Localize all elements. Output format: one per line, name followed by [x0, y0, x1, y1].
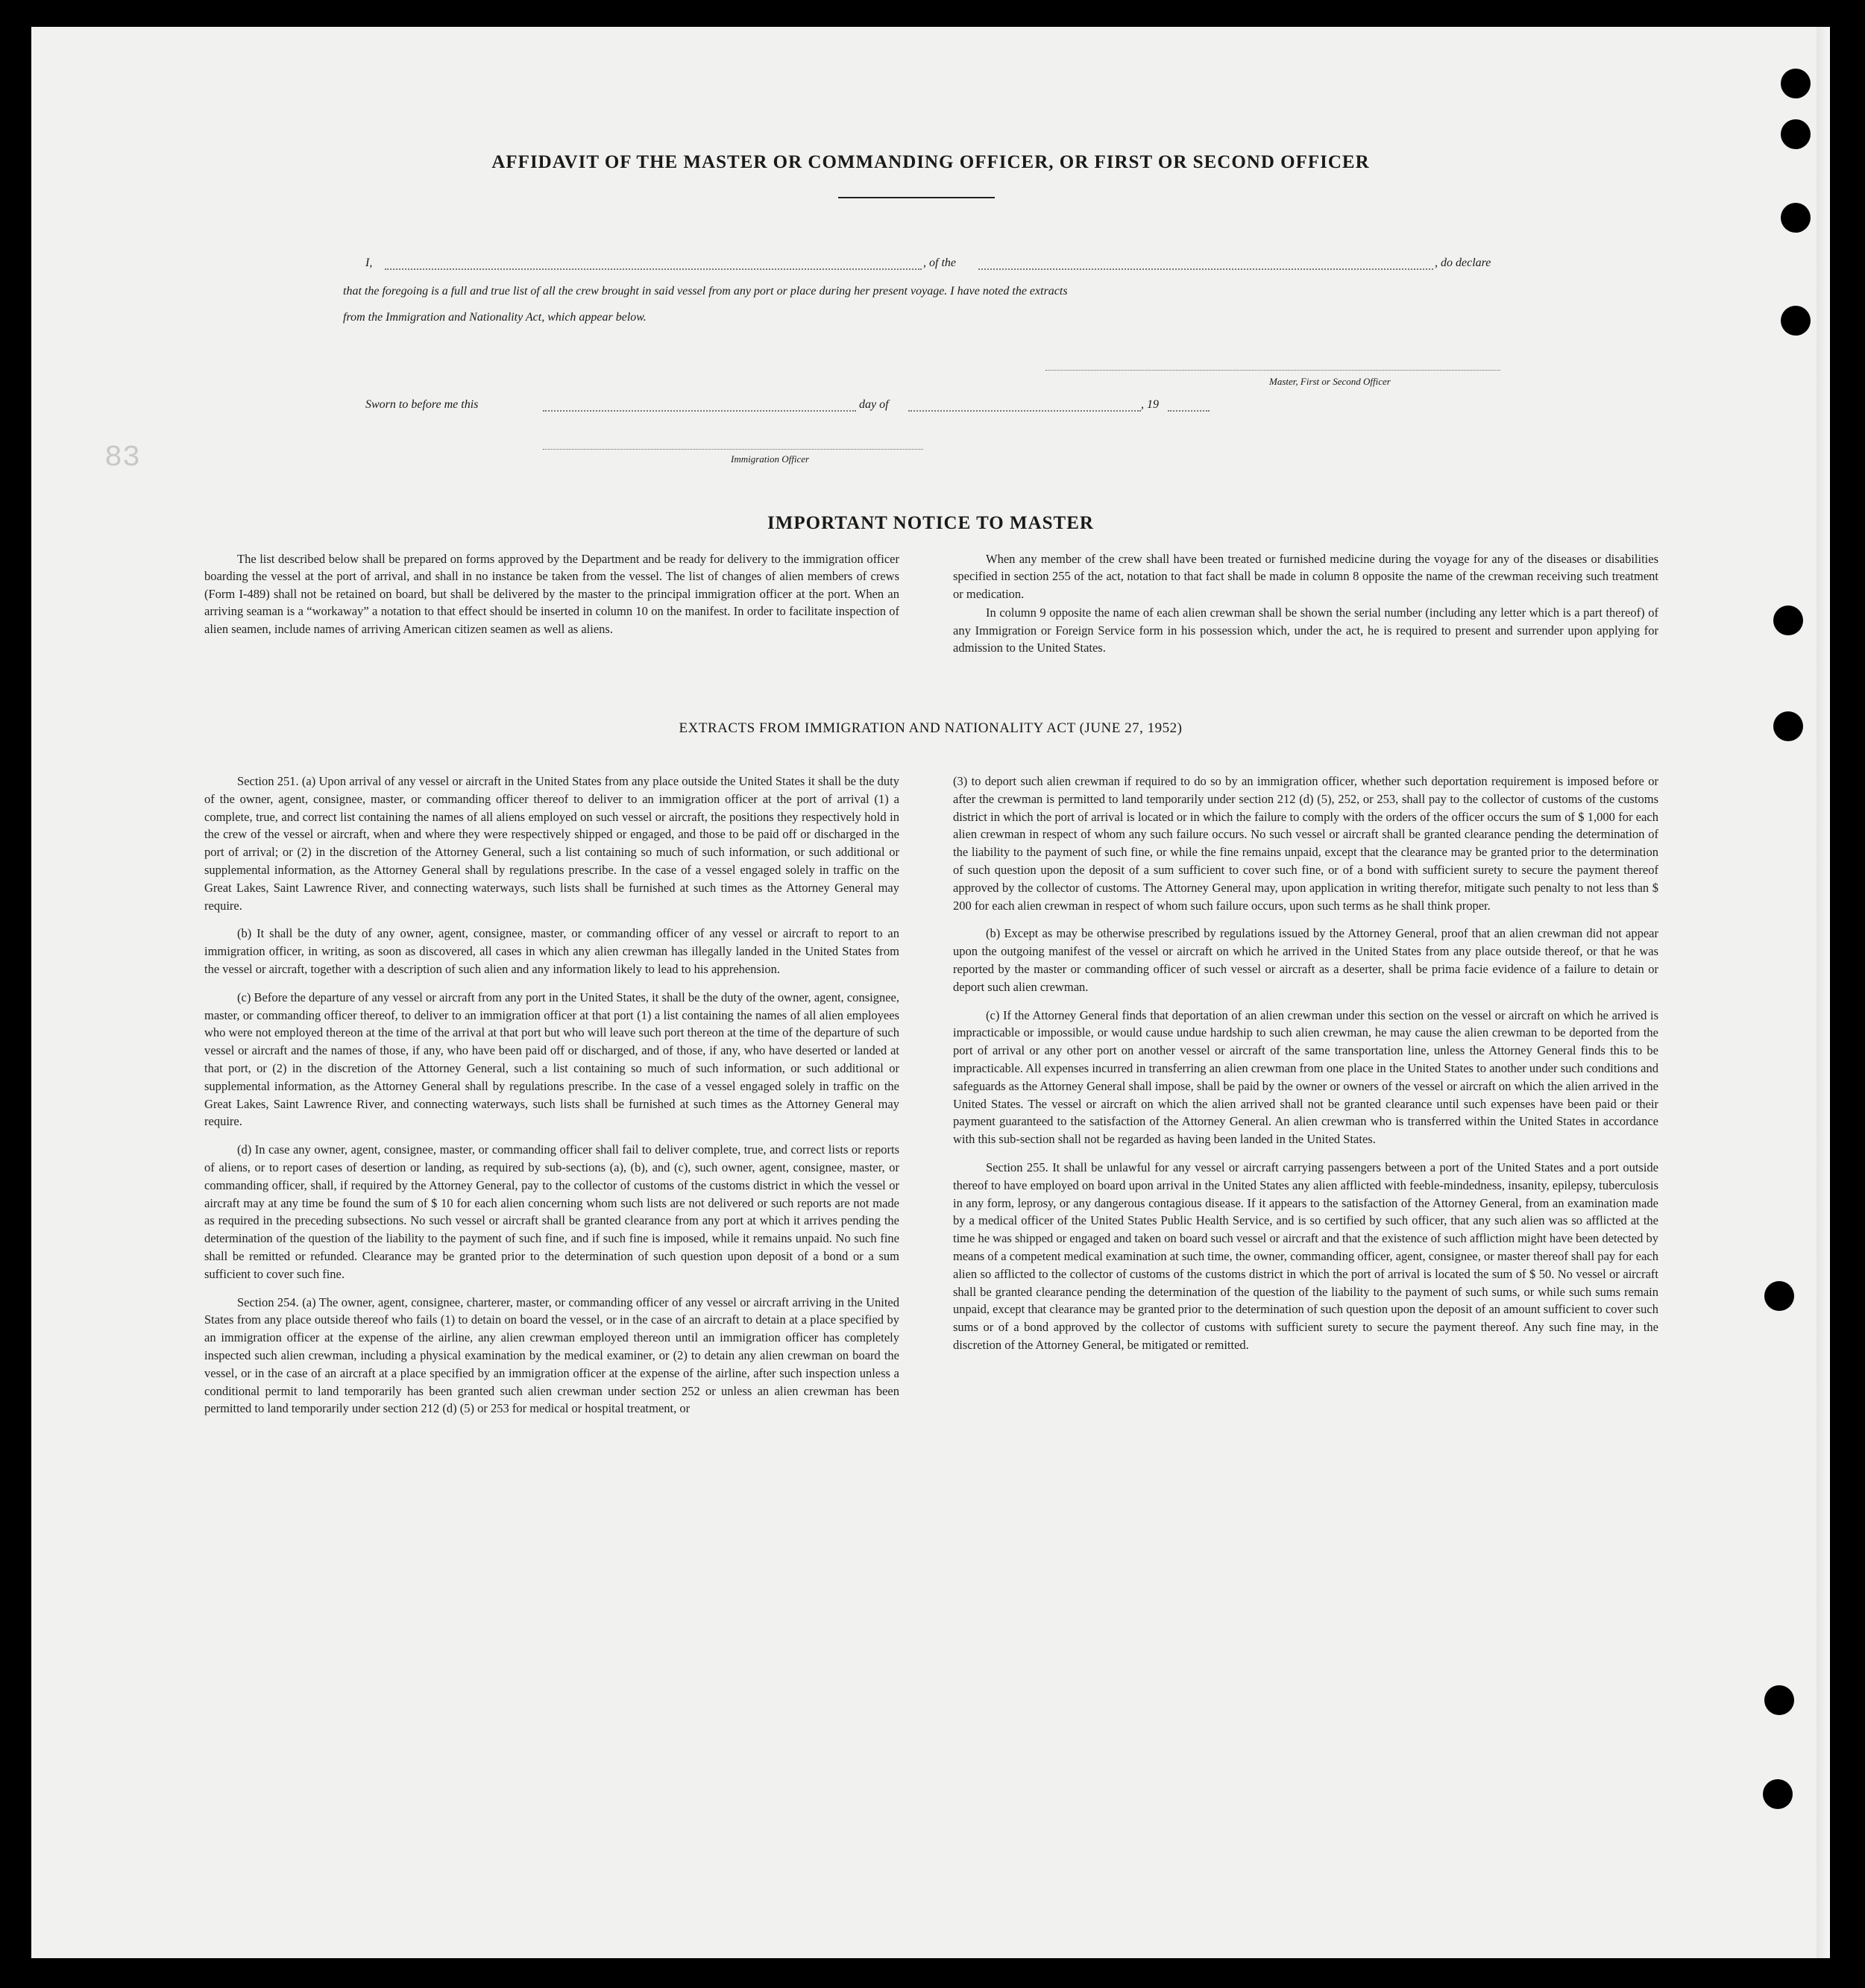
- extracts-title: EXTRACTS FROM IMMIGRATION AND NATIONALITY ACT (JUNE 27, 1952): [679, 720, 1183, 736]
- year-prefix: , 19: [1141, 398, 1159, 411]
- sworn-day-field[interactable]: [543, 410, 856, 412]
- notice-right-column: [953, 550, 1658, 667]
- declarant-name-field[interactable]: [385, 268, 922, 270]
- of-the-label: , of the: [923, 257, 956, 269]
- punch-hole: [1781, 203, 1811, 233]
- section-254-b: (b) Except as may be otherwise prescribed by regulations issued by the Attorney General, proof that an alien crewman did not appear upon the outgoing manifest of the vessel or aircraft on which he arrived in the United States from any place outside thereof, or that he was reported by the master or commanding officer of such vessel or aircraft as a deserter, shall be prima facie evidence of a failure to detain or deport such alien crewman.: [953, 926, 1658, 994]
- affidavit-page: [31, 27, 1830, 1958]
- extracts-right-column: [953, 773, 1658, 1365]
- section-251-a: Section 251. (a) Upon arrival of any vessel or aircraft in the United States from any place outside the United States it shall be the duty of the owner, agent, consignee, master, or commanding officer thereof to deliver to an immigration officer at the port of arrival (1) a complete, true, and correct list containing the names of all aliens employed on such vessel or aircraft, the positions they respectively hold in the crew of the vessel or aircraft, when and where they were respectively shipped or engaged, and those to be paid off or discharged in the port of arrival; or (2) in the discretion of the Attorney General, such a list containing so much of such information, or such additional or supplemental information, as the Attorney General shall by regulations prescribe. In the case of a vessel engaged solely in traffic on the Great Lakes, Saint Lawrence River, and connecting waterways, such lists shall be furnished at such times as the Attorney General may require.: [204, 774, 899, 913]
- affidavit-title: AFFIDAVIT OF THE MASTER OR COMMANDING OFFICER, OR FIRST OR SECOND OFFICER: [491, 152, 1370, 172]
- sworn-label: Sworn to before me this: [365, 398, 479, 411]
- declaration-text-end: from the Immigration and Nationality Act, which appear below.: [343, 311, 647, 324]
- declarant-label: I,: [365, 257, 373, 269]
- section-254-a: Section 254. (a) The owner, agent, consignee, charterer, master, or commanding officer of any vessel or aircraft arriving in the United States from any place outside thereof who fails (1) to detain on board the vessel, or in the case of an aircraft to detain at a place specified by an immigration officer at the expense of the airline, any alien crewman employed thereon until an immigration officer has completely inspected such alien crewman, including a physical examination by the medical examiner, or (2) to detain any alien crewman on board the vessel, or in the case of an aircraft at a place specified by an immigration officer at the expense of the airline, after such inspection unless a conditional permit to land temporarily has been granted such alien crewman under section 252 or unless an alien crewman has been permitted to land temporarily under section 212 (d) (5) or 253 for medical or hospital treatment, or: [204, 1295, 899, 1416]
- officer-caption: Immigration Officer: [731, 453, 810, 465]
- declaration-text: that the foregoing is a full and true list of all the crew brought in said vessel from any port or place during her present voyage. I have noted the extracts: [343, 285, 1068, 298]
- punch-hole: [1764, 1281, 1794, 1311]
- punch-hole: [1773, 711, 1803, 741]
- section-251-b: (b) It shall be the duty of any owner, agent, consignee, master, or commanding officer of any vessel or aircraft to report to an immigration officer, in writing, as soon as discovered, all cases in which any alien crewman has illegally landed in the United States from the vessel or aircraft, together with a description of such alien and any information likely to lead to his apprehension.: [204, 926, 899, 976]
- section-254-a-cont: (3) to deport such alien crewman if required to do so by an immigration officer, whether such deportation requirement is imposed before or after the crewman is permitted to land temporarily under section 212 (d) (5), 252, or 253, shall pay to the collector of customs of the customs district in which the port of arrival is located or in which the failure to comply with the orders of the officer occurs the sum of $ 1,000 for each alien crewman in respect of whom any such failure occurs. No such vessel or aircraft shall be granted clearance pending the determination of the liability to the payment of such fine, or while the fine remains unpaid, except that the clearance may be granted prior to the determination of such question upon the deposit of a sum sufficient to cover such fine, or of a bond with sufficient surety to secure the payment thereof approved by the collector of customs. The Attorney General may, upon application in writing therefor, mitigate such penalty to not less than $ 200 for each alien crewman in respect of whom such failure occurs, upon such terms as he shall think proper.: [953, 774, 1658, 913]
- punch-hole: [1773, 605, 1803, 635]
- punch-hole: [1764, 1685, 1794, 1715]
- title-rule: [838, 197, 995, 198]
- notice-left-paragraph: The list described below shall be prepared on forms approved by the Department and be ready for delivery to the immigration officer boarding the vessel at the port of arrival, and shall in no instance be taken from the vessel. The list of changes of alien members of crews (Form I-489) shall not be retained on board, but shall be delivered by the master to the principal immigration officer at the port. When an arriving seaman is a “workaway” a notation to that effect should be inserted in column 10 on the manifest. In order to facilitate inspection of alien seamen, include names of arriving American citizen seamen as well as aliens.: [204, 552, 899, 636]
- master-caption: Master, First or Second Officer: [1269, 376, 1391, 387]
- day-of-label: day of: [859, 398, 889, 411]
- section-254-c: (c) If the Attorney General finds that deportation of an alien crewman under this section on the vessel or aircraft on which he arrived is impracticable or impossible, or would cause undue hardship to such alien crewman, he may cause the alien crewman to be deported from the port of arrival or any other port on another vessel or aircraft of the same transportation line, unless the Attorney General finds this to be impracticable. All expenses incurred in transferring an alien crewman from one place in the United States to another under such conditions and safeguards as the Attorney General shall impose, shall be paid by the owner or owners of the vessel or aircraft on which the alien arrived in the United States. The vessel or aircraft on which the alien arrived shall not be granted clearance until such expenses have been paid or their payment guaranteed to the satisfaction of the Attorney General. An alien crewman who is transferred within the United States in accordance with this sub-section shall not be regarded as having been landed in the United States.: [953, 1007, 1658, 1147]
- section-251-c: (c) Before the departure of any vessel or aircraft from any port in the United States, it shall be the duty of the owner, agent, consignee, master, or commanding officer thereof, to deliver to an immigration officer at that port (1) a list containing the names of all alien employees who were not employed thereon at the time of the arrival at that port but who will leave such port thereon at the time of the departure of such vessel or aircraft and the names of those, if any, who have been paid off or discharged, and of those, if any, who have deserted or landed at that port, or (2) in the discretion of the Attorney General, such a list containing so much of such information, or such additional or supplemental information, as the Attorney General shall by regulations prescribe. In the case of a vessel engaged solely in traffic on the Great Lakes, Saint Lawrence River, and connecting waterways, such lists shall be furnished at such times as the Attorney General may require.: [204, 990, 899, 1129]
- section-251-d: (d) In case any owner, agent, consignee, master, or commanding officer shall fail to deliver complete, true, and correct lists or reports of aliens, or to report cases of desertion or landing, as required by sub-sections (a), (b), and (c), such owner, agent, consignee, master, or commanding officer, shall, if required by the Attorney General, pay to the collector of customs of the customs district in which the vessel or aircraft may at any time be found the sum of $ 10 for each alien concerning whom such lists are not delivered or such reports are not made as required in the preceding subsections. No such vessel or aircraft shall be granted clearance from any port at which it arrives pending the determination of the question of the liability to the payment of such fine, and if such fine is imposed, while it remains unpaid. No such fine shall be remitted or refunded. Clearance may be granted prior to the determination of such question upon deposit of a bond or a sum sufficient to cover such fine.: [204, 1142, 899, 1281]
- sworn-month-field[interactable]: [908, 410, 1141, 412]
- margin-page-number: 83: [104, 441, 141, 475]
- do-declare-label: , do declare: [1435, 257, 1491, 269]
- extracts-left-column: [204, 773, 899, 1428]
- master-signature-field[interactable]: [1045, 370, 1500, 371]
- notice-right-paragraph-1: When any member of the crew shall have been treated or furnished medicine during the voyage for any of the diseases or disabilities specified in section 255 of the act, notation to that fact shall be made in column 8 opposite the name of the crewman receiving such treatment or medication.: [953, 552, 1658, 601]
- punch-hole: [1781, 306, 1811, 336]
- punch-hole: [1781, 69, 1811, 98]
- punch-hole: [1763, 1779, 1793, 1809]
- notice-title: IMPORTANT NOTICE TO MASTER: [767, 513, 1094, 533]
- officer-signature-field[interactable]: [543, 449, 923, 450]
- section-255: Section 255. It shall be unlawful for any vessel or aircraft carrying passengers between a port of the United States and a port outside thereof to have employed on board upon arrival in the United States any alien afflicted with feeble-mindedness, insanity, epilepsy, tuberculosis in any form, leprosy, or any dangerous contagious disease. If it appears to the satisfaction of the Attorney General, from an examination made by a medical officer of the United States Public Health Service, and is so certified by such officer, that any such alien was so afflicted at the time he was shipped or engaged and taken on board such vessel or aircraft and that the existence of such affliction might have been detected by means of a competent medical examination at such time, the owner, commanding officer, agent, consignee, or master thereof shall pay for each alien so afflicted to the collector of customs of the customs district in which the port of arrival is located the sum of $ 50. No vessel or aircraft shall be granted clearance pending the determination of the question of the liability to the payment of such sums, or while such sums remain unpaid, except that clearance may be granted prior to the determination of such question upon the deposit of an amount sufficient to cover such sums or of a bond approved by the collector of customs with sufficient surety to secure the payment thereof. Any such fine may, in the discretion of the Attorney General, be mitigated or remitted.: [953, 1160, 1658, 1352]
- vessel-name-field[interactable]: [978, 268, 1433, 270]
- notice-right-paragraph-2: In column 9 opposite the name of each alien crewman shall be shown the serial number (including any letter which is a part thereof) of any Immigration or Foreign Service form in his possession which, under the act, he is required to present and surrender upon applying for admission to the United States.: [953, 605, 1658, 655]
- punch-hole: [1781, 119, 1811, 149]
- sworn-year-field[interactable]: [1168, 410, 1210, 412]
- notice-left-column: [204, 550, 899, 648]
